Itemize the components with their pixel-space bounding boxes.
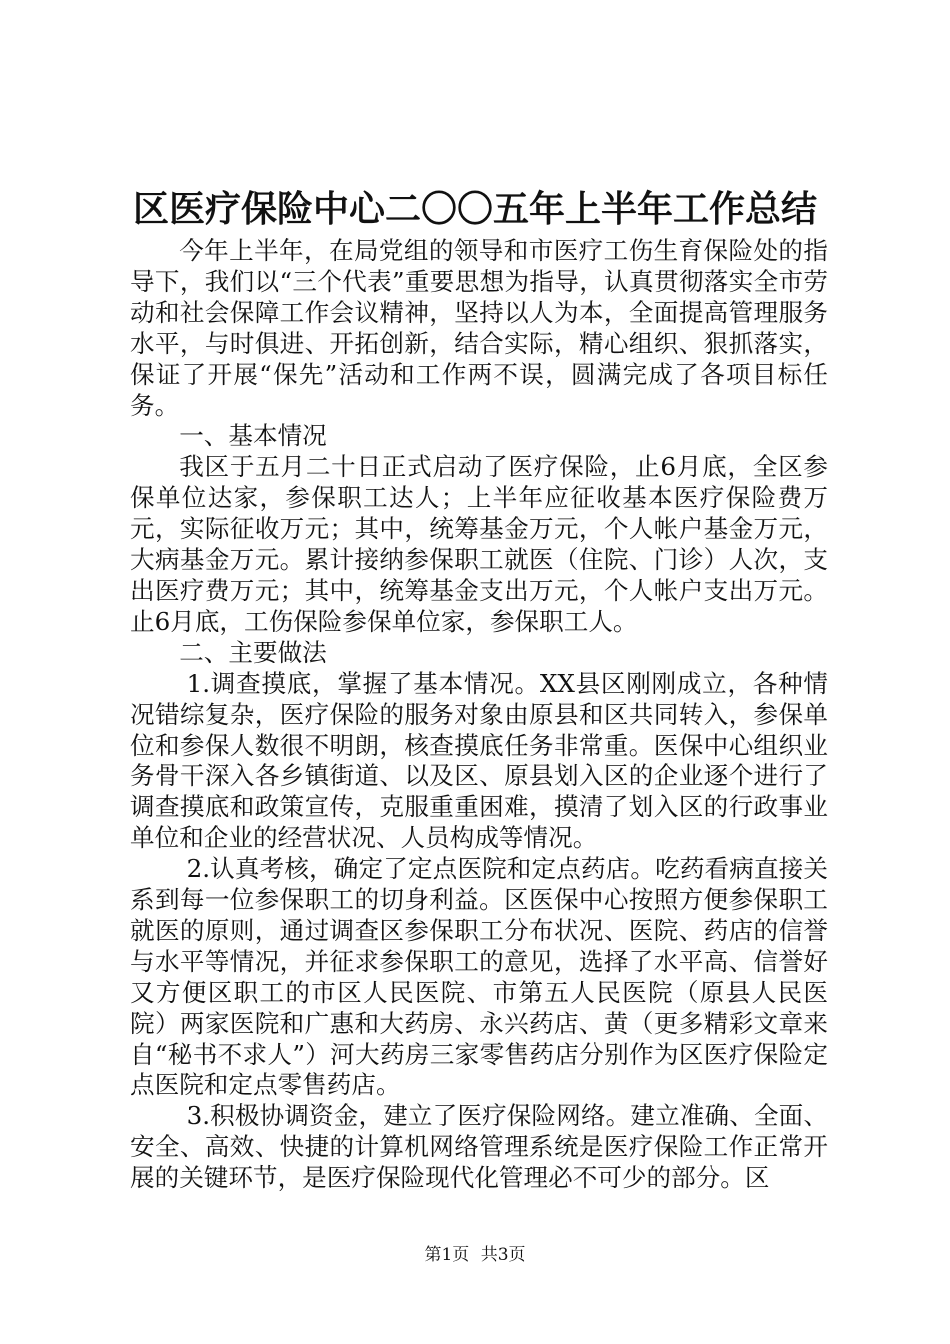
page-number: 第1页 — [424, 1245, 470, 1265]
document-title: 区医疗保险中心二〇〇五年上半年工作总结 — [132, 188, 817, 230]
section-heading-basic-situation: 一、基本情况 — [179, 421, 327, 451]
page-total: 共3页 — [480, 1245, 526, 1265]
document-body — [130, 236, 828, 1194]
intro-paragraph: 今年上半年，在局党组的领导和市医疗工伤生育保险处的指导下，我们以“三个代表”重要思想为指导，认真贯彻落实全市劳动和社会保障工作会议精神，坚持以人为本，全面提高管理服务水平，与时俱进、开拓创新，结合实际，精心组织、狠抓落实，保证了开展“保先”活动和工作两不误，圆满完成了各项目标任务。 — [130, 236, 828, 420]
practice-item-2: 2.认真考核，确定了定点医院和定点药店。吃药看病直接关系到每一位参保职工的切身利益。区医保中心按照方便参保职工就医的原则，通过调查区参保职工分布状况、医院、药店的信誉与水平等情况，并征求参保职工的意见，选择了水平高、信誉好又方便区职工的市区人民医院、市第五人民医院（原县人民医院）两家医院和广惠和大药房、永兴药店、黄（更多精彩文章来自“秘书不求人”）河大药房三家零售药店分别作为区医疗保险定点医院和定点零售药店。 — [130, 854, 828, 1100]
section-heading-main-practices: 二、主要做法 — [179, 637, 327, 667]
practice-item-1: 1.调查摸底，掌握了基本情况。XX县区刚刚成立，各种情况错综复杂，医疗保险的服务对象由原县和区共同转入，参保单位和参保人数很不明朗，核查摸底任务非常重。医保中心组织业务骨干深入各乡镇街道、以及区、原县划入区的企业逐个进行了调查摸底和政策宣传，克服重重困难，摸清了划入区的行政事业单位和企业的经营状况、人员构成等情况。 — [130, 668, 828, 853]
page-footer — [0, 1244, 950, 1266]
basic-situation-paragraph: 我区于五月二十日正式启动了医疗保险，止6月底，全区参保单位达家，参保职工达人；上半年应征收基本医疗保险费万元，实际征收万元；其中，统筹基金万元，个人帐户基金万元，大病基金万元。累计接纳参保职工就医（住院、门诊）人次，支出医疗费万元；其中，统筹基金支出万元，个人帐户支出万元。止6月底，工伤保险参保单位家，参保职工人。 — [130, 452, 828, 636]
practice-item-3: 3.积极协调资金，建立了医疗保险网络。建立准确、全面、安全、高效、快捷的计算机网络管理系统是医疗保险工作正常开展的关键环节，是医疗保险现代化管理必不可少的部分。区 — [130, 1101, 828, 1193]
